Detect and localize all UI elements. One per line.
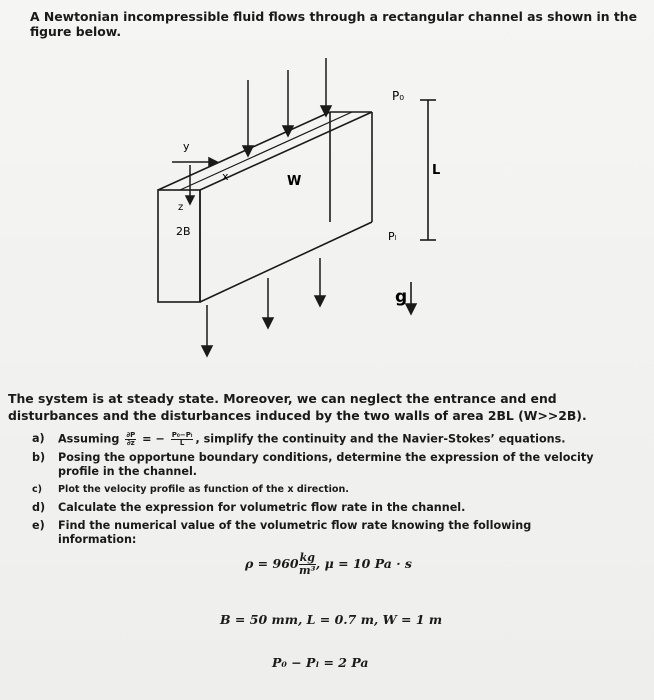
problem-title: A Newtonian incompressible fluid flows through a rectangular channel as shown in the figure below. [30, 9, 638, 39]
l-label: L [432, 163, 441, 178]
pressure-difference-equation: P₀ − Pₗ = 2 Pa [272, 655, 369, 670]
question-d: d) Calculate the expression for volumetric flow rate in the channel. [32, 501, 466, 514]
question-a: a) Assuming $\frac{\partial P}{\partial z}$ = − $\frac{\text{P₀−Pₗ}}{L}$ , simplify the continuity and the Navier-Stokes’ equations. [32, 431, 566, 447]
two-b-label: 2B [176, 225, 191, 238]
question-c: c) Plot the velocity profile as function of the x direction. [32, 484, 349, 495]
question-list [32, 432, 612, 551]
dp-dz-fraction: $\frac{\partial P}{\partial z}$ [126, 431, 136, 447]
channel-figure [0, 40, 654, 370]
y-axis-label: y [183, 140, 190, 153]
w-label: W [287, 174, 302, 189]
dimensions-equation: B = 50 mm, L = 0.7 m, W = 1 m [220, 612, 443, 627]
density-viscosity-equation: ρ = 960 $\frac{kg}{\text{m³}}$ , μ = 10 Pa · s [245, 551, 412, 577]
x-axis-label: x [222, 170, 229, 183]
p0-label: P₀ [392, 89, 405, 103]
gravity-label: g [395, 287, 408, 307]
question-e: e) Find the numerical value of the volumetric flow rate knowing the following information: [32, 519, 532, 546]
inflow-arrows [172, 58, 416, 356]
z-axis-label: z [178, 202, 184, 213]
intro-paragraph: The system is at steady state. Moreover, we can neglect the entrance and end disturbances and the disturbances induced by the two walls of area 2BL (W>>2B). [8, 391, 587, 423]
pressure-drop-fraction: $\frac{\text{P₀−Pₗ}}{L}$ [171, 431, 193, 447]
question-b: b) Posing the opportune boundary conditions, determine the expression of the velocity profile in the channel. [32, 451, 594, 478]
pl-label: Pₗ [388, 230, 397, 243]
